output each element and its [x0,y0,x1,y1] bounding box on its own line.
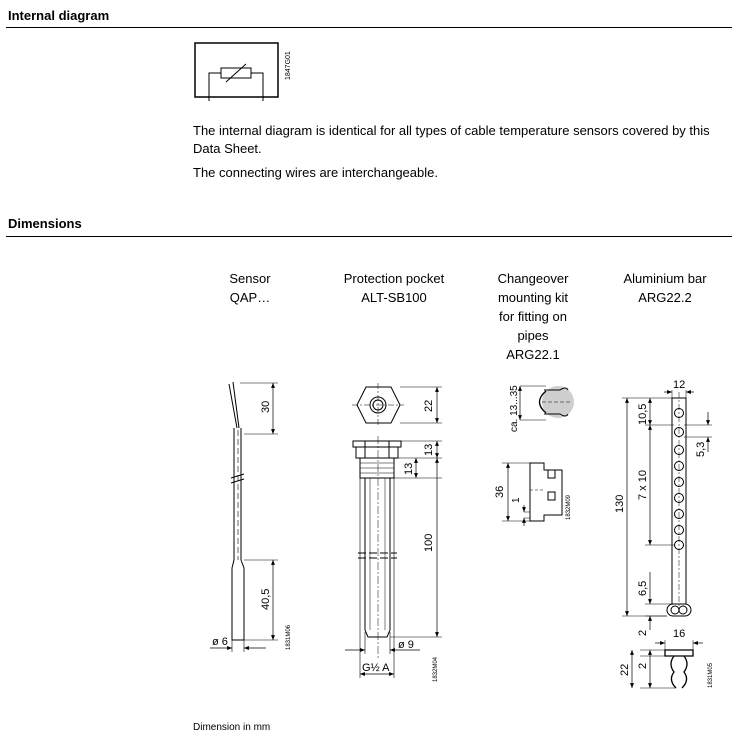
kit-dim-36: 36 [494,485,506,498]
bar-code: 1831M05 [708,662,714,688]
bar-drawing [622,390,712,688]
bar-dim-2-bottom: 2 [637,662,649,669]
section-rule [6,236,732,237]
pocket-dim-100: 100 [423,533,435,552]
sensor-drawing [210,382,278,652]
internal-code: 1847G01 [285,51,292,80]
kit-label: Changeover mounting kit for fitting on pipes ARG22.1 [497,271,569,362]
pocket-drawing [345,383,442,678]
bar-dim-130: 130 [614,494,626,513]
bar-dim-12: 12 [673,379,686,391]
bar-dim-10-5: 10,5 [637,403,649,425]
pocket-label: Protection pocket ALT-SB100 [343,271,445,305]
bar-dim-7x10: 7 x 10 [637,470,649,500]
kit-dim-1: 1 [511,497,522,503]
kit-code: 1832M09 [566,494,572,520]
bar-dim-6-5: 6,5 [637,580,649,596]
bar-dim-2-top: 2 [637,629,649,636]
pocket-dim-13-top: 13 [423,443,435,456]
kit-dim-ca: ca. 13...35 [509,385,520,432]
bar-dim-5-3: 5,3 [695,441,707,457]
sensor-dim-40-5: 40,5 [260,588,272,610]
bar-dim-16: 16 [673,628,686,640]
pocket-dim-13-thread: 13 [403,462,415,475]
pocket-dim-thread: G½ A [362,662,390,674]
dimension-unit-note: Dimension in mm [193,722,271,733]
bar-dim-22: 22 [619,663,631,676]
internal-description: The internal diagram is identical for all types of cable temperature sensors covered by this Data Sheet. [193,123,710,156]
interchangeable-note: The connecting wires are interchangeable. [193,165,438,180]
sensor-dim-30: 30 [260,400,272,413]
internal-schematic [195,43,278,101]
pocket-dim-dia9: ø 9 [398,639,414,651]
sensor-dim-dia6: ø 6 [212,636,228,648]
sensor-label: Sensor QAP… [229,271,271,305]
dimensions-heading: Dimensions [8,216,82,231]
pocket-code: 1832M04 [433,656,439,682]
bar-label: Aluminium bar ARG22.2 [623,271,707,305]
pocket-dim-22: 22 [423,399,435,412]
sensor-code: 1831M06 [286,624,292,650]
internal-diagram-heading: Internal diagram [8,8,110,23]
